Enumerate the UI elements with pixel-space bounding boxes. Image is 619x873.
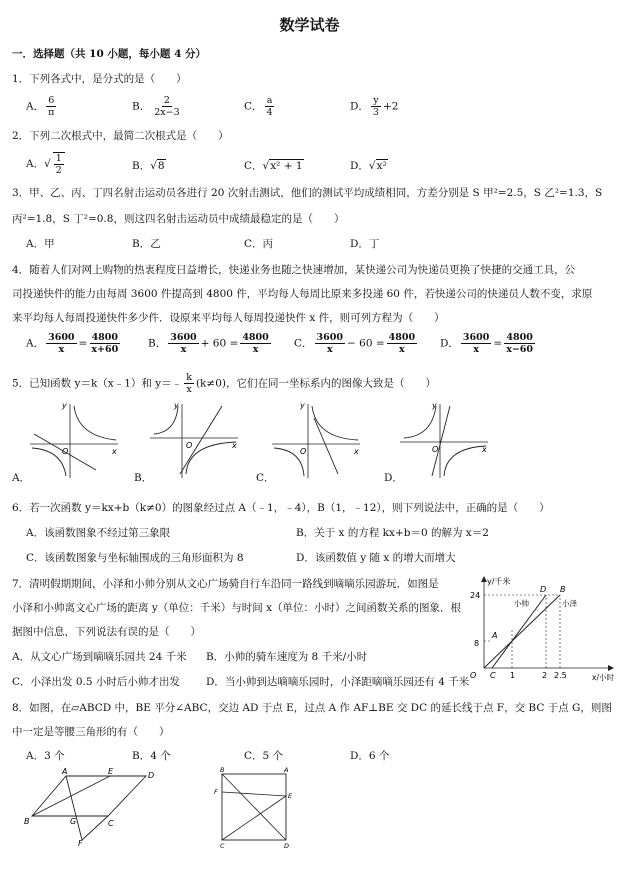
- q6-option-d[interactable]: D．该函数值 y 随 x 的增大而增大: [296, 552, 456, 564]
- line-graph: [180, 406, 222, 474]
- q5-graph-d: [396, 398, 496, 480]
- label-a: A: [284, 766, 289, 774]
- axis-origin-label: O: [432, 445, 439, 454]
- question-5-stem: 5．已知函数 y＝k（x﹣1）和 y＝﹣ $\frac{k}{x}$ (k≠0)，它们在同一坐标系内的图像大致是（ ）: [12, 372, 436, 395]
- q2-option-d[interactable]: D．√x²: [350, 160, 387, 172]
- q8-option-d[interactable]: D．6 个: [350, 750, 390, 762]
- tick-2-5: 2.5: [554, 671, 567, 680]
- q3-option-b[interactable]: B．乙: [132, 238, 161, 250]
- q5-option-c[interactable]: C．: [256, 472, 275, 484]
- q6-option-c[interactable]: C．该函数图象与坐标轴围成的三角形面积为 8: [26, 552, 244, 564]
- q7-option-a[interactable]: A．从文心广场到嘀嘀乐园共 24 千米: [12, 651, 187, 663]
- axis-origin-label: O: [300, 447, 307, 456]
- hyperbola-branch: [444, 446, 486, 476]
- point-b-label: B: [560, 585, 566, 594]
- axis-x-label: x: [482, 445, 487, 454]
- axis-y-label: y: [62, 401, 67, 410]
- q5-graph-a: [26, 398, 126, 480]
- section-heading: 一．选择题（共 10 小题，每小题 4 分）: [12, 48, 207, 60]
- q7-option-c[interactable]: C．小泽出发 0.5 小时后小帅才出发: [12, 676, 180, 688]
- question-2-stem: 2．下列二次根式中，最简二次根式是（ ）: [12, 130, 229, 142]
- axis-x-label: x: [112, 447, 117, 456]
- tick-1: 1: [510, 671, 516, 680]
- q5-option-b[interactable]: B．: [134, 472, 153, 484]
- q8-option-a[interactable]: A．3 个: [26, 750, 65, 762]
- q7-option-d[interactable]: D．当小帅到达嘀嘀乐园时，小泽距嘀嘀乐园还有 4 千米: [206, 676, 470, 688]
- page-title: 数学试卷: [279, 16, 340, 34]
- q7-option-b[interactable]: B．小帅的骑车速度为 8 千米/小时: [206, 651, 368, 663]
- y-axis-label: y/千米: [487, 577, 511, 586]
- label-c: C: [220, 842, 225, 848]
- segment-cf: [82, 816, 108, 840]
- label-f: F: [214, 788, 218, 796]
- q4-option-b[interactable]: B． $\frac{3600}{x}$ + 60 = $\frac{4800}{x}$: [148, 332, 269, 355]
- q5-graph-c: [268, 398, 368, 480]
- q2-option-c[interactable]: C．√x² + 1: [244, 160, 303, 172]
- parallelogram-abcd: [32, 776, 146, 816]
- xiaoshuai-label: 小帅: [514, 599, 529, 608]
- question-7-line2: 小泽和小帅离文心广场的距离 y（单位：千米）与时间 x（单位：小时）之间函数关系的图象．根: [12, 602, 462, 614]
- tick-8: 8: [474, 639, 480, 648]
- question-6-stem: 6．若一次函数 y＝kx+b（k≠0）的图象经过点 A（﹣1，﹣4），B（1，﹣12），则下列说法中，正确的是（ ）: [12, 502, 550, 514]
- q7-distance-time-graph: [462, 574, 618, 682]
- hyperbola-branch: [404, 406, 436, 438]
- axis-y-label: y: [432, 401, 437, 410]
- q3-option-a[interactable]: A．甲: [26, 238, 55, 250]
- hyperbola-branch: [186, 442, 236, 474]
- label-d: D: [284, 842, 290, 848]
- label-e: E: [108, 767, 114, 776]
- label-a: A: [62, 767, 68, 776]
- hyperbola-branch: [32, 447, 69, 476]
- question-1-stem: 1．下列各式中，是分式的是（ ）: [12, 73, 187, 85]
- label-e: E: [288, 792, 293, 800]
- point-a-label: A: [492, 631, 498, 640]
- question-3-line1: 3．甲、乙、丙、丁四名射击运动员各进行 20 次射击测试，他们的测试平均成绩相同，方差分别是 S 甲²=2.5，S 乙²=1.3，S: [12, 187, 603, 199]
- hyperbola-branch: [74, 406, 116, 440]
- q8-option-b[interactable]: B．4 个: [132, 750, 171, 762]
- axis-origin-label: O: [62, 447, 69, 456]
- hyperbola-branch: [154, 406, 178, 434]
- axis-origin-label: O: [186, 441, 193, 450]
- q1-option-a[interactable]: A． $\frac{6}{\pi}$: [26, 95, 55, 118]
- q1-option-d[interactable]: D． $\frac{y}{3}$ +2: [350, 95, 399, 118]
- q8-option-c[interactable]: C．5 个: [244, 750, 284, 762]
- tick-2: 2: [542, 671, 548, 680]
- q3-option-d[interactable]: D．丁: [350, 238, 380, 250]
- question-8-line2: 中一定是等腰三角形的有（ ）: [12, 726, 170, 738]
- label-d: D: [148, 771, 155, 780]
- q5-graph-b: [146, 398, 246, 480]
- question-4-line2: 司投递快件的能力由每周 3600 件提高到 4800 件，平均每人每周比原来多投递 60 件，若快递公司的快递员人数不变，求原: [12, 288, 593, 300]
- q8-square-figure: [212, 766, 296, 848]
- question-7-line1: 7．清明假期期间，小泽和小帅分别从文心广场骑自行车沿同一路线到嘀嘀乐园游玩．如图是: [12, 578, 439, 590]
- q2-option-b[interactable]: B．√8: [132, 160, 165, 172]
- line-graph: [314, 418, 338, 474]
- tick-c: C: [490, 671, 496, 680]
- q5-option-d[interactable]: D．: [384, 472, 403, 484]
- question-4-line3: 来平均每人每周投递快件多少件．设原来平均每人每周投递快件 x 件，则可列方程为（ ）: [12, 312, 445, 324]
- q6-option-a[interactable]: A．该函数图象不经过第三象限: [26, 527, 171, 539]
- diagonal-line: [222, 774, 286, 840]
- line-graph: [34, 434, 96, 470]
- axis-y-label: y: [174, 401, 179, 410]
- xiaoze-label: 小泽: [562, 599, 577, 608]
- q4-option-d[interactable]: D． $\frac{3600}{x}$ = $\frac{4800}{x-60}$: [440, 332, 534, 355]
- question-4-line1: 4．随着人们对网上购物的热衷程度日益增长，快递业务也随之快速增加，某快递公司为快递员更换了快捷的交通工具，公: [12, 264, 576, 276]
- axis-x-label: x: [232, 441, 237, 450]
- hyperbola-branch: [312, 406, 358, 440]
- q4-option-c[interactable]: C． $\frac{3600}{x}$ − 60 = $\frac{4800}{x}$: [294, 332, 416, 355]
- q3-option-c[interactable]: C．丙: [244, 238, 274, 250]
- question-8-line1: 8．如图，在▱ABCD 中，BE 平分∠ABC，交边 AD 于点 E，过点 A 作 AF⊥BE 交 DC 的延长线于点 F，交 BC 于点 G，则图: [12, 702, 612, 714]
- point-d-label: D: [540, 585, 547, 594]
- q8-parallelogram-figure: [22, 766, 162, 848]
- line-graph: [432, 406, 450, 476]
- label-b: B: [220, 766, 225, 774]
- axis-x-label: x: [354, 447, 359, 456]
- question-7-line3: 据图中信息，下列说法有误的是（ ）: [12, 626, 201, 638]
- origin-label: O: [470, 671, 477, 680]
- segment-ce: [222, 796, 286, 840]
- label-b: B: [24, 817, 30, 826]
- q2-option-a[interactable]: A．√ $\frac{1}{2}$: [26, 152, 67, 176]
- q1-option-c[interactable]: C． $\frac{a}{4}$: [244, 95, 273, 118]
- q6-option-b[interactable]: B．关于 x 的方程 kx+b＝0 的解为 x＝2: [296, 527, 489, 539]
- label-g: G: [70, 817, 77, 826]
- segment-fe: [222, 792, 286, 796]
- question-3-line2: 丙²=1.8，S 丁²=0.8，则这四名射击运动员中成绩最稳定的是（ ）: [12, 213, 345, 225]
- q4-option-a[interactable]: A． $\frac{3600}{x}$ = $\frac{4800}{x+60}$: [26, 332, 119, 355]
- x-axis-label: x/小时: [592, 673, 614, 682]
- tick-24: 24: [470, 591, 481, 600]
- segment-af: [66, 776, 82, 840]
- q1-option-b[interactable]: B． $\frac{2}{2x-3}$: [132, 95, 180, 118]
- label-c: C: [108, 819, 114, 828]
- axis-y-label: y: [300, 401, 305, 410]
- q5-option-a[interactable]: A．: [12, 472, 31, 484]
- label-f: F: [78, 839, 83, 848]
